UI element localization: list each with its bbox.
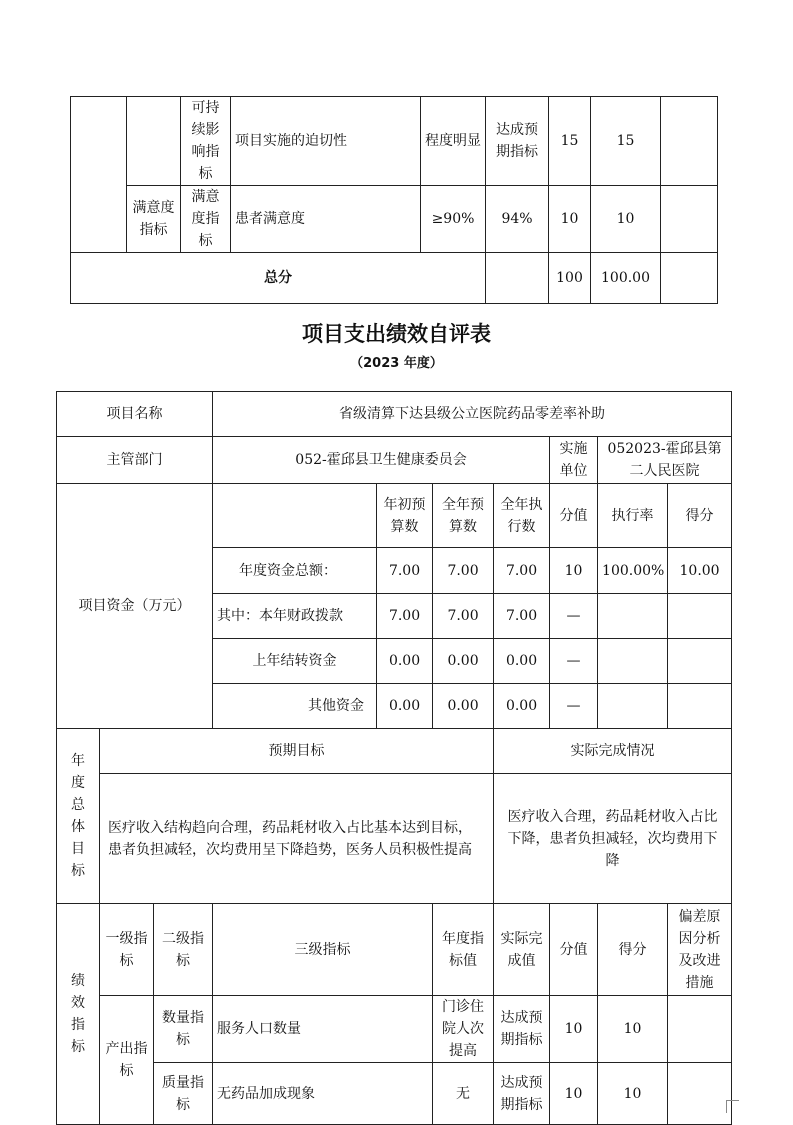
l3-cell: 满意度指标 bbox=[181, 186, 231, 253]
score-value: 15 bbox=[549, 97, 591, 186]
funds-row-name: 其他资金 bbox=[213, 684, 377, 729]
indicator-header: 得分 bbox=[598, 904, 668, 996]
actual-value: 达成预期指标 bbox=[486, 97, 549, 186]
target-value: ≥90% bbox=[421, 186, 486, 253]
funds-cell: 0.00 bbox=[433, 639, 494, 684]
score: 10 bbox=[591, 186, 661, 253]
expected-goal-text: 医疗收入结构趋向合理，药品耗材收入占比基本达到目标，患者负担减轻，次均费用呈下降趋势，医务人员积极性提高 bbox=[100, 774, 494, 904]
funds-cell: — bbox=[550, 594, 598, 639]
total-score: 100.00 bbox=[591, 253, 661, 304]
dept-value: 052-霍邱县卫生健康委员会 bbox=[213, 437, 550, 484]
funds-header: 得分 bbox=[668, 484, 732, 548]
funds-header: 年初预算数 bbox=[377, 484, 433, 548]
indicator-header: 一级指标 bbox=[100, 904, 154, 996]
funds-row-name: 年度资金总额： bbox=[213, 548, 377, 594]
blank-cell bbox=[661, 253, 718, 304]
previous-page-table bbox=[70, 96, 718, 304]
impl-label: 实施单位 bbox=[550, 437, 598, 484]
project-name: 省级清算下达县级公立医院药品零差率补助 bbox=[213, 392, 732, 437]
blank-cell bbox=[71, 97, 127, 253]
target-value: 无 bbox=[433, 1063, 494, 1125]
funds-row-name: 其中：本年财政拨款 bbox=[213, 594, 377, 639]
blank-cell bbox=[213, 484, 377, 548]
funds-cell: 0.00 bbox=[433, 684, 494, 729]
funds-header: 全年执行数 bbox=[494, 484, 550, 548]
funds-header: 全年预算数 bbox=[433, 484, 494, 548]
funds-cell bbox=[598, 684, 668, 729]
score-value: 10 bbox=[550, 1063, 598, 1125]
target-value: 程度明显 bbox=[421, 97, 486, 186]
l2-cell: 数量指标 bbox=[154, 996, 213, 1063]
score-value: 10 bbox=[549, 186, 591, 253]
funds-cell: 10.00 bbox=[668, 548, 732, 594]
indicator-name: 患者满意度 bbox=[231, 186, 421, 253]
funds-cell: 100.00% bbox=[598, 548, 668, 594]
funds-cell bbox=[598, 594, 668, 639]
note bbox=[661, 97, 718, 186]
impl-value: 052023-霍邱县第二人民医院 bbox=[598, 437, 732, 484]
funds-cell bbox=[668, 639, 732, 684]
funds-cell bbox=[668, 684, 732, 729]
indicator-header: 二级指标 bbox=[154, 904, 213, 996]
funds-label: 项目资金（万元） bbox=[57, 484, 213, 729]
note bbox=[661, 186, 718, 253]
funds-header: 分值 bbox=[550, 484, 598, 548]
funds-cell: 7.00 bbox=[433, 548, 494, 594]
score: 10 bbox=[598, 1063, 668, 1125]
page-subtitle: （2023 年度） bbox=[350, 356, 443, 371]
funds-cell bbox=[598, 639, 668, 684]
blank-cell bbox=[486, 253, 549, 304]
note bbox=[668, 996, 732, 1063]
score: 10 bbox=[598, 996, 668, 1063]
funds-header: 执行率 bbox=[598, 484, 668, 548]
note bbox=[668, 1063, 732, 1125]
funds-row-name: 上年结转资金 bbox=[213, 639, 377, 684]
indicator-header: 偏差原因分析及改进措施 bbox=[668, 904, 732, 996]
indicators-label: 绩效指标 bbox=[57, 904, 100, 1125]
total-score-value: 100 bbox=[549, 253, 591, 304]
actual-value: 达成预期指标 bbox=[494, 1063, 550, 1125]
funds-cell: 10 bbox=[550, 548, 598, 594]
blank-cell bbox=[127, 97, 181, 186]
funds-cell: 7.00 bbox=[377, 594, 433, 639]
funds-cell: 0.00 bbox=[377, 639, 433, 684]
goals-label: 年度总体目标 bbox=[57, 729, 100, 904]
indicator-header: 三级指标 bbox=[213, 904, 433, 996]
funds-cell bbox=[668, 594, 732, 639]
l1-cell: 产出指标 bbox=[100, 996, 154, 1125]
indicator-header: 年度指标值 bbox=[433, 904, 494, 996]
l3-cell: 可持续影响指标 bbox=[181, 97, 231, 186]
funds-cell: 0.00 bbox=[377, 684, 433, 729]
corner-mark bbox=[726, 1100, 739, 1113]
actual-value: 达成预期指标 bbox=[494, 996, 550, 1063]
funds-cell: 7.00 bbox=[494, 594, 550, 639]
actual-value: 94% bbox=[486, 186, 549, 253]
actual-result-text: 医疗收入合理，药品耗材收入占比下降，患者负担减轻，次均费用下降 bbox=[494, 774, 732, 904]
page-title: 项目支出绩效自评表 bbox=[302, 322, 491, 346]
funds-cell: 0.00 bbox=[494, 639, 550, 684]
l2-cell: 满意度指标 bbox=[127, 186, 181, 253]
funds-cell: 7.00 bbox=[377, 548, 433, 594]
score: 15 bbox=[591, 97, 661, 186]
l3-cell: 无药品加成现象 bbox=[213, 1063, 433, 1125]
actual-label: 实际完成情况 bbox=[494, 729, 732, 774]
indicator-header: 实际完成值 bbox=[494, 904, 550, 996]
funds-cell: 0.00 bbox=[494, 684, 550, 729]
target-value: 门诊住院人次提高 bbox=[433, 996, 494, 1063]
l2-cell: 质量指标 bbox=[154, 1063, 213, 1125]
funds-cell: 7.00 bbox=[494, 548, 550, 594]
indicator-header: 分值 bbox=[550, 904, 598, 996]
expected-label: 预期目标 bbox=[100, 729, 494, 774]
total-label: 总分 bbox=[71, 253, 486, 304]
score-value: 10 bbox=[550, 996, 598, 1063]
dept-label: 主管部门 bbox=[57, 437, 213, 484]
funds-cell: 7.00 bbox=[433, 594, 494, 639]
indicator-name: 项目实施的迫切性 bbox=[231, 97, 421, 186]
funds-cell: — bbox=[550, 639, 598, 684]
funds-cell: — bbox=[550, 684, 598, 729]
evaluation-form-table bbox=[56, 391, 732, 1125]
l3-cell: 服务人口数量 bbox=[213, 996, 433, 1063]
project-name-label: 项目名称 bbox=[57, 392, 213, 437]
